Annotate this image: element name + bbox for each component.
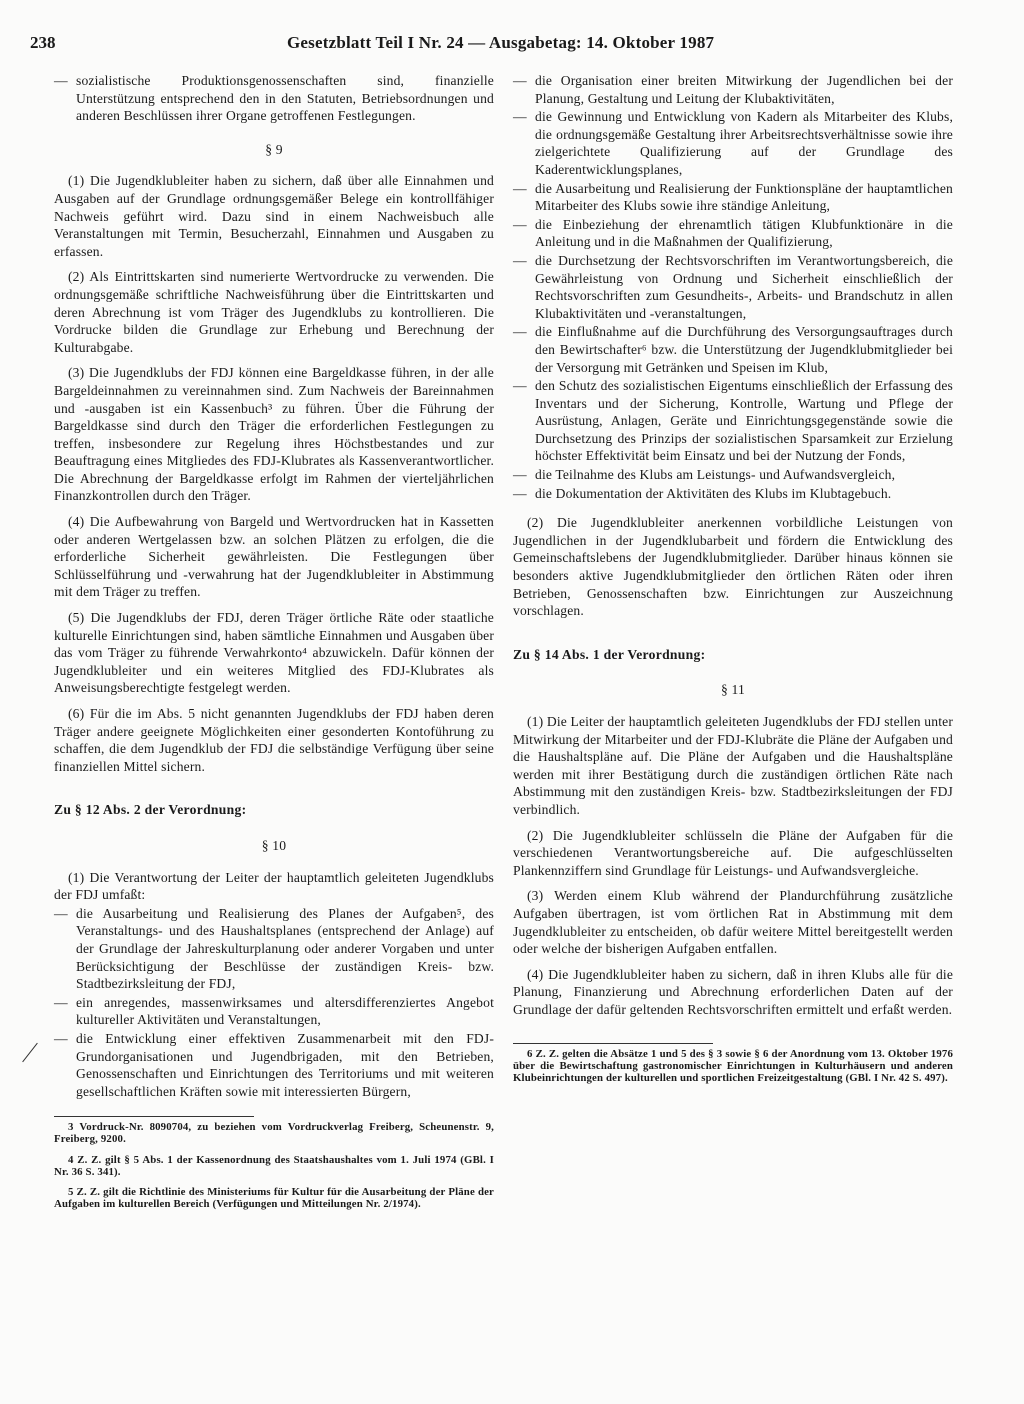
- margin-pen-mark: [22, 1043, 38, 1063]
- list-item: — die Teilnahme des Klubs am Leistungs- und Aufwandsvergleich,: [513, 467, 896, 483]
- regulation-reference-12: Zu § 12 Abs. 2 der Verordnung:: [54, 802, 247, 818]
- page-number: 238: [30, 33, 56, 52]
- list-item: — die Durchsetzung der Rechtsvorschriften im Verantwortungsbereich, die Gewährleistung von Ordnung und Sicherheit einschließlich der Rechtsvorschriften zum Gesundheits-, Arbeits- und Brandschutz in allen Klubaktivitäten und -veranstaltungen,: [513, 252, 953, 321]
- paragraph: (1) Die Jugendklubleiter haben zu sichern, daß über alle Einnahmen und Ausgaben auf der Grundlage ordnungsgemäßer Belege ein kontrollfähiger Nachweis geführt wird. Dazu sind in einem Nachweisbuch alle Veranstaltungen mit Termin, Besucherzahl, Einnahmen und Ausgaben zu erfassen.: [54, 173, 494, 259]
- paragraph: (1) Die Leiter der hauptamtlich geleiteten Jugendklubs der FDJ stellen unter Mitwirkung der Mitarbeiter und der FDJ-Klubräte die Pläne der Aufgaben und die Haushaltspläne auf. Die Pläne der Aufgaben und die Haushaltspläne werden mit ihrer Bestätigung durch die zuständigen örtlichen Räte nach Abstimmung mit den zuständigen Kreis- bzw. Stadtbezirksleitungen der FDJ verbindlich.: [513, 714, 953, 817]
- page-header: [30, 30, 994, 56]
- right-column: [513, 72, 953, 1092]
- list-item: — die Entwicklung einer effektiven Zusammenarbeit mit den FDJ-Grundorganisationen und Jugendbrigaden, mit den Betrieben, Genossenschaften und Einrichtungen des Territoriums und mit weiteren gesellschaftlichen Kräften sowie mit interessierten Bürgern,: [54, 1030, 494, 1099]
- list-item: — sozialistische Produktionsgenossenschaften sind, finanzielle Unterstützung entsprechend den in den Statuten, Betriebsordnungen und anderen Beschlüssen ihrer Organe getroffenen Festlegungen.: [54, 73, 494, 124]
- footnote-3: 3 Vordruck-Nr. 8090704, zu beziehen vom Vordruckverlag Freiberg, Scheunenstr. 9, Freiberg, 9200.: [54, 1121, 494, 1146]
- paragraph: (2) Die Jugendklubleiter anerkennen vorbildliche Leistungen von Jugendlichen in der Jugendklubarbeit und fördern die Entwicklung des Gemeinschaftslebens der Jugendklubmitglieder. Darüber hinaus können sie besonders aktive Jugendklubmitglieder den örtlichen Räten oder ihren Betrieben, Genossenschaften bzw. Einrichtungen zur Auszeichnung vorschlagen.: [513, 515, 953, 619]
- regulation-reference-14: Zu § 14 Abs. 1 der Verordnung:: [513, 646, 706, 662]
- paragraph: (4) Die Aufbewahrung von Bargeld und Wertvordrucken hat in Kassetten oder anderen Wertgelassen bzw. an solchen Plätzen zu erfolgen, die die erforderliche Sicherheit gewährleisten. Die Festlegungen über Schlüsselführung und -verwahrung hat der Jugendklubleiter in Abstimmung mit dem Träger zu treffen.: [54, 514, 494, 600]
- paragraph: (6) Für die im Abs. 5 nicht genannten Jugendklubs der FDJ haben deren Träger andere geeignete Möglichkeiten einer gesonderten Kontoführung zu schaffen, die dem Jugendklub der FDJ die selbständige Verfügung über seine finanziellen Mittel sichern.: [54, 706, 494, 774]
- list-item: — die Dokumentation der Aktivitäten des Klubs im Klubtagebuch.: [513, 485, 892, 501]
- paragraph: (1) Die Verantwortung der Leiter der hauptamtlich geleiteten Jugendklubs der FDJ umfaßt:: [54, 869, 494, 903]
- list-item: — die Ausarbeitung und Realisierung des Planes der Aufgaben⁵, des Veranstaltungs- und des Haushaltsplanes (entsprechend der Anlage) auf der Grundlage der Jahreskulturplanung oder anderer Vorgaben und unter Berücksichtigung der Beschlüsse der zuständigen Kreis- bzw. Stadtbezirksleitung der FDJ,: [54, 905, 494, 992]
- list-item: — ein anregendes, massenwirksames und altersdifferenziertes Angebot kultureller Aktivitäten und Veranstaltungen,: [54, 994, 494, 1028]
- section-heading-11: § 11: [721, 682, 745, 698]
- footnote-6: 6 Z. Z. gelten die Absätze 1 und 5 des § 3 sowie § 6 der Anordnung vom 13. Oktober 1976 über die Bewirtschaftung gastronomischer Einrichtungen in Kulturhäusern und anderen Klubeinrichtungen der kulturellen und sportlichen Freizeitgestaltung (GBl. I Nr. 42 S. 497).: [513, 1047, 953, 1084]
- list-item: — die Einflußnahme auf die Durchführung des Versorgungsauftrages durch den Bewirtschafter⁶ bzw. die Unterstützung der Jugendklubmitglieder bei der Versorgung mit Getränken und Speisen im Klub,: [513, 324, 953, 375]
- section-heading-9: § 9: [265, 141, 283, 157]
- paragraph: (4) Die Jugendklubleiter haben zu sichern, daß in ihren Klubs alle für die Planung, Finanzierung und Abrechnung erforderlichen Daten auf der Grundlage der dafür geltenden Rechtsvorschriften ermittelt und erfaßt werden.: [513, 966, 953, 1017]
- footnote-rule: [54, 1116, 254, 1117]
- paragraph: (2) Die Jugendklubleiter schlüsseln die Pläne der Aufgaben für die verschiedenen Verantwortungsbereiche auf. Die aufgeschlüsselten Plankennziffern sind Grundlage für Leistungs- und Aufwandsvergleiche.: [513, 827, 953, 878]
- footnote-4: 4 Z. Z. gilt § 5 Abs. 1 der Kassenordnung des Staatshaushaltes vom 1. Juli 1974 (GBl. I Nr. 36 S. 341).: [54, 1153, 494, 1178]
- paragraph: (5) Die Jugendklubs der FDJ, deren Träger örtliche Räte oder staatliche kulturelle Einrichtungen sind, haben sämtliche Einnahmen und Ausgaben über das vom Träger zu führende Verwahrkonto⁴ abzuwickeln. Dafür können der Jugendklubleiter und ein weiteres Mitglied des FDJ-Klubrates als Anweisungsberechtigte festgelegt werden.: [54, 610, 494, 696]
- left-column: [54, 72, 494, 1219]
- gazette-title: Gesetzblatt Teil I Nr. 24 — Ausgabetag: 14. Oktober 1987: [287, 33, 715, 52]
- list-item: — den Schutz des sozialistischen Eigentums einschließlich der Erfassung des Inventars und der Sicherung, Kontrolle, Wartung und Pflege der Ausrüstung, Anlagen, Geräte und Einrichtungsgegenstände sowie die Durchsetzung des Prinzips der sozialistischen Sparsamkeit zur Erzielung höchster Effektivität beim Einsatz und bei der Nutzung der Fonds,: [513, 378, 953, 464]
- paragraph: (2) Als Eintrittskarten sind numerierte Wertvordrucke zu verwenden. Die ordnungsgemäße schriftliche Nachweisführung über die Eintrittskarten und deren Abrechnung ist vom Träger des Jugendklubs zu kontrollieren. Die Vordrucke bilden die Grundlage zur Erhebung und Berechnung der Kulturabgabe.: [54, 269, 494, 355]
- list-item: — die Einbeziehung der ehrenamtlich tätigen Klubfunktionäre in die Anleitung und in die Maßnahmen der Qualifizierung,: [513, 216, 953, 250]
- list-item: — die Ausarbeitung und Realisierung der Funktionspläne der hauptamtlichen Mitarbeiter des Klubs sowie ihre ständige Anleitung,: [513, 180, 953, 214]
- section-heading-10: § 10: [261, 837, 287, 853]
- list-item: — die Gewinnung und Entwicklung von Kadern als Mitarbeiter des Klubs, die ordnungsgemäße Gestaltung ihrer Arbeitsrechtsverhältnisse sowie ihre zielgerichtete Qualifizierung auf der Grundlage des Kaderentwicklungsplanes,: [513, 109, 953, 177]
- paragraph: (3) Die Jugendklubs der FDJ können eine Bargeldkasse führen, in der alle Bargeldeinnahmen zu vereinnahmen sind. Zum Nachweis der Bareinnahmen und -ausgaben ist ein Kassenbuch³ zu führen. Über die Führung der Bargeldkasse sind durch den Träger die erforderlichen Festlegungen zu treffen, insbesondere zur Regelung ihres Höchstbestandes und zur Beauftragung eines Mitgliedes des FDJ-Klubrates als Kassenverantwortlicher. Die Abrechnung der Bargeldkasse erfolgt im Rahmen der vierteljährlichen Finanzkontrollen durch den Träger.: [54, 365, 494, 504]
- footnote-5: 5 Z. Z. gilt die Richtlinie des Ministeriums für Kultur für die Ausarbeitung der Pläne der Aufgaben im kulturellen Bereich (Verfügungen und Mitteilungen Nr. 2/1974).: [54, 1186, 494, 1211]
- paragraph: (3) Werden einem Klub während der Plandurchführung zusätzliche Aufgaben übertragen, ist vom örtlichen Rat in Abstimmung mit dem Jugendklubleiter zu entscheiden, ob dafür weitere Mittel bereitgestellt werden oder welche der bisherigen Aufgaben entfallen.: [513, 888, 953, 957]
- list-item: — die Organisation einer breiten Mitwirkung der Jugendlichen bei der Planung, Gestaltung und Leitung der Klubaktivitäten,: [513, 73, 953, 106]
- footnote-rule: [513, 1043, 713, 1044]
